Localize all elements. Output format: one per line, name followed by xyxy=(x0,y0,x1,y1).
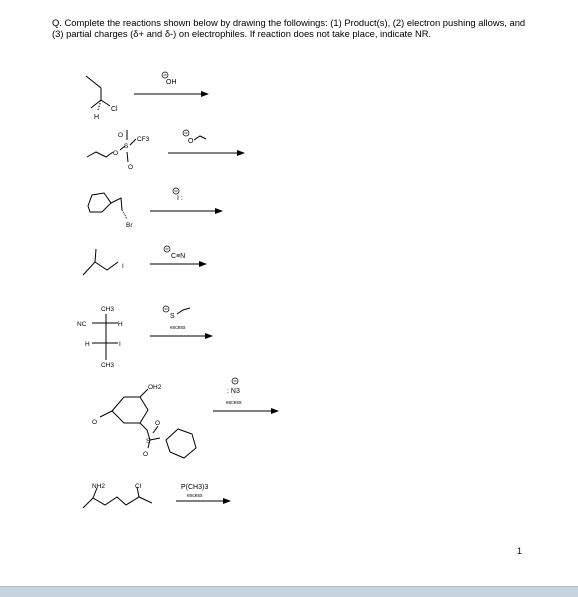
sulfone-o-bottom: O xyxy=(143,451,149,458)
reagent-4 xyxy=(164,246,185,260)
viewer-bottom-bar xyxy=(0,586,578,597)
reagent-3 xyxy=(173,188,183,202)
substrate-3 xyxy=(88,193,133,229)
substrate-7 xyxy=(83,483,152,508)
reaction-3 xyxy=(88,188,222,229)
sulfur-label: S xyxy=(124,143,129,150)
question-text: Q. Complete the reactions shown below by drawing the followings: (1) Product(s), (2) electron pushing allows, and (3) partial charges (δ+ and δ-) on electrophiles. If reaction does not take place, indicate NR. xyxy=(52,17,526,39)
substrate-6 xyxy=(92,384,196,458)
ch3-top-label: CH3 xyxy=(101,306,115,313)
iodo-label: I xyxy=(122,263,124,270)
iodide-label: I : xyxy=(177,195,183,202)
cl-label: Cl xyxy=(111,106,118,113)
reaction-6 xyxy=(92,378,278,458)
hydroxide-label: OH xyxy=(166,79,177,86)
reaction-4 xyxy=(83,246,206,275)
nc-label: NC xyxy=(77,321,87,328)
sulfone-s-label: S xyxy=(146,438,151,445)
reaction-7 xyxy=(83,483,230,508)
cf3-label: CF3 xyxy=(137,136,150,143)
reagent-2 xyxy=(183,130,206,145)
page-number: 1 xyxy=(517,546,523,556)
ch3-bottom-label: CH3 xyxy=(101,362,115,369)
iodo-right-label: I xyxy=(119,341,121,348)
substrate-2 xyxy=(87,130,150,171)
reagent-7 xyxy=(181,484,208,499)
h-label: H xyxy=(94,114,100,121)
h-right-label: H xyxy=(118,321,123,328)
reagent-1 xyxy=(162,72,177,86)
excess-label-7: excess xyxy=(187,493,203,499)
amine-nh2-label: NH2 xyxy=(92,483,106,490)
excess-label-6: excess xyxy=(226,400,242,406)
trimethylphosphine-label: P(CH3)3 xyxy=(181,484,209,491)
br-label: Br xyxy=(126,222,133,229)
thiolate-s-label: S xyxy=(170,313,175,320)
reaction-5 xyxy=(77,306,212,369)
azide-label: : N3 xyxy=(227,388,240,395)
h-left-label: H xyxy=(85,341,90,348)
alkoxide-o-label: O xyxy=(188,138,194,145)
cyanide-label: C≡N xyxy=(171,253,186,260)
substrate-4 xyxy=(83,249,124,275)
sulfonyl-o-top: O xyxy=(118,132,124,139)
excess-label-5: excess xyxy=(170,325,186,331)
sulfone-o-top: O xyxy=(155,420,161,427)
ester-o-label: O xyxy=(113,150,119,157)
reagent-5 xyxy=(163,306,190,331)
ether-o-label: O xyxy=(92,419,98,426)
sulfonyl-o-bottom: O xyxy=(128,164,134,171)
reaction-1 xyxy=(86,72,208,121)
substrate-5-fischer xyxy=(77,306,123,369)
reagent-6 xyxy=(226,378,242,406)
reaction-2 xyxy=(87,130,244,171)
chloro-label: Cl xyxy=(135,483,142,490)
substrate-1 xyxy=(86,76,118,121)
water-oh2-label: OH2 xyxy=(148,384,162,391)
